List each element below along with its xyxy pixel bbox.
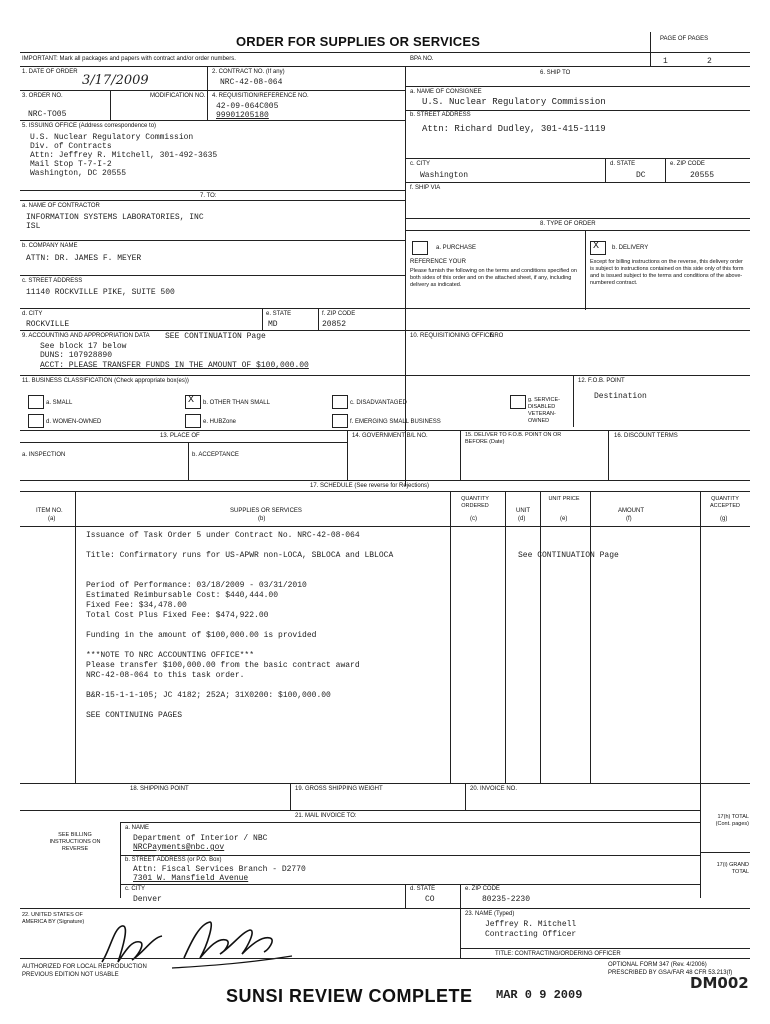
bpa-label: BPA NO. xyxy=(410,56,434,62)
requisitioning-office-label: 10. REQUISITIONING OFFICE xyxy=(410,333,494,339)
order-no-label: 3. ORDER NO. xyxy=(22,93,63,99)
schedule-line: Period of Performance: 03/18/2009 - 03/31/2010 xyxy=(86,581,307,590)
ship-city-label: c. CITY xyxy=(410,161,431,167)
see-continuation-text: See CONTINUATION Page xyxy=(518,551,619,560)
discount-terms-label: 16. DISCOUNT TERMS xyxy=(614,433,678,439)
gross-weight-label: 19. GROSS SHIPPING WEIGHT xyxy=(295,786,383,792)
issuing-line-1: U.S. Nuclear Regulatory Commission xyxy=(30,133,194,142)
form-title: ORDER FOR SUPPLIES OR SERVICES xyxy=(236,34,481,49)
purchase-checkbox[interactable] xyxy=(412,241,428,255)
service-disabled-checkbox[interactable] xyxy=(510,395,526,409)
col-item-sub: (a) xyxy=(48,516,56,522)
col-amount-header: AMOUNT xyxy=(618,508,644,514)
hubzone-label: e. HUBZone xyxy=(203,419,237,425)
sunsi-stamp: SUNSI REVIEW COMPLETE xyxy=(226,986,473,1006)
delivery-label: b. DELIVERY xyxy=(612,245,649,251)
important-note: IMPORTANT: Mark all packages and papers with contract and/or order numbers. xyxy=(22,56,236,62)
grand-total-label: 17(i) GRAND TOTAL xyxy=(716,862,749,875)
company-name: ATTN: DR. JAMES F. MEYER xyxy=(26,254,142,263)
fob-label: 12. F.O.B. POINT xyxy=(578,378,625,384)
mail-city-label: c. CITY xyxy=(125,886,146,892)
women-owned-checkbox[interactable] xyxy=(28,414,44,428)
hubzone-checkbox[interactable] xyxy=(185,414,201,428)
inspection-label: a. INSPECTION xyxy=(22,452,66,458)
mail-invoice-label: 21. MAIL INVOICE TO: xyxy=(295,813,357,819)
mail-street-line-1: Attn: Fiscal Services Branch - D2770 xyxy=(133,865,306,874)
title-label: TITLE: CONTRACTING/ORDERING OFFICER xyxy=(495,951,621,957)
usa-label: 22. UNITED STATES OF AMERICA BY (Signature) xyxy=(22,912,85,925)
type-of-order-label: 8. TYPE OF ORDER xyxy=(540,221,596,227)
accounting-label: 9. ACCOUNTING AND APPROPRIATION DATA xyxy=(22,333,150,339)
other-than-small-check-mark: X xyxy=(188,395,195,406)
schedule-line: NRC-42-08-064 to this task order. xyxy=(86,671,245,680)
contractor-street-label: c. STREET ADDRESS xyxy=(22,278,83,284)
mail-zip-label: e. ZIP CODE xyxy=(465,886,500,892)
accounting-line-3: ACCT: PLEASE TRANSFER FUNDS IN THE AMOUNT OF $100,000.00 xyxy=(40,361,309,370)
prescribed-label: PRESCRIBED BY GSA/FAR 48 CFR 53.213(f) xyxy=(608,970,733,976)
contractor-state-label: e. STATE xyxy=(266,311,292,317)
mail-state: CO xyxy=(425,895,435,904)
accounting-value: SEE CONTINUATION Page xyxy=(165,332,266,341)
col-amount-sub: (f) xyxy=(626,516,632,522)
ship-zip-label: e. ZIP CODE xyxy=(670,161,705,167)
acceptance-label: b. ACCEPTANCE xyxy=(192,452,239,458)
schedule-line: B&R-15-1-1-105; JC 4182; 252A; 31X0200: $100,000.00 xyxy=(86,691,331,700)
ship-city: Washington xyxy=(420,171,469,180)
schedule-line: Funding in the amount of $100,000.00 is provided xyxy=(86,631,317,640)
typed-title: Contracting Officer xyxy=(485,930,577,939)
schedule-line xyxy=(86,681,450,691)
ship-zip: 20555 xyxy=(690,171,715,180)
col-accepted-sub: (g) xyxy=(720,516,728,522)
schedule-line xyxy=(86,571,450,581)
col-unit-header: UNIT xyxy=(516,508,530,514)
schedule-line: Total Cost Plus Fixed Fee: $474,922.00 xyxy=(86,611,269,620)
order-number: NRC-TO05 xyxy=(28,110,67,119)
form-code-stamp: DM002 xyxy=(690,974,749,992)
ship-state: DC xyxy=(636,171,646,180)
government-bl-label: 14. GOVERNMENT B/L NO. xyxy=(352,433,428,439)
business-class-label: 11. BUSINESS CLASSIFICATION (Check appropriate box(es)) xyxy=(22,378,189,384)
col-supplies-header: SUPPLIES OR SERVICES xyxy=(230,508,302,514)
place-of-label: 13. PLACE OF xyxy=(160,433,200,439)
order-date: 3/17/2009 xyxy=(82,73,149,88)
accounting-line-1: See block 17 below xyxy=(40,342,127,351)
issuing-line-3: Attn: Jeffrey R. Mitchell, 301-492-3635 xyxy=(30,151,218,160)
page-total: 2 xyxy=(707,57,712,66)
authorized-label: AUTHORIZED FOR LOCAL REPRODUCTION xyxy=(22,964,147,970)
mail-city: Denver xyxy=(133,895,162,904)
schedule-line: SEE CONTINUING PAGES xyxy=(86,711,183,720)
typed-name: Jeffrey R. Mitchell xyxy=(485,920,577,929)
ship-street-label: b. STREET ADDRESS xyxy=(410,112,471,118)
small-checkbox[interactable] xyxy=(28,395,44,409)
contractor-state: MD xyxy=(268,320,278,329)
shipping-point-label: 18. SHIPPING POINT xyxy=(130,786,189,792)
contract-number: NRC-42-08-064 xyxy=(220,78,283,87)
small-label: a. SMALL xyxy=(46,400,73,406)
col-price-sub: (e) xyxy=(560,516,568,522)
reference-label: REFERENCE YOUR xyxy=(410,259,466,265)
emerging-label: f. EMERGING SMALL BUSINESS xyxy=(350,419,441,425)
schedule-line xyxy=(86,621,450,631)
modification-label: MODIFICATION NO. xyxy=(150,93,206,99)
col-qty-sub: (c) xyxy=(470,516,477,522)
to-label: 7. TO: xyxy=(200,193,217,199)
invoice-no-label: 20. INVOICE NO. xyxy=(470,786,518,792)
issuing-label: 5. ISSUING OFFICE (Address correspondence to) xyxy=(22,123,157,129)
schedule-label: 17. SCHEDULE (See reverse for Rejections) xyxy=(310,483,430,489)
col-price-header: UNIT PRICE xyxy=(548,496,580,502)
optional-form-label: OPTIONAL FORM 347 (Rev. 4/2006) xyxy=(608,962,707,968)
issuing-line-5: Washington, DC 20555 xyxy=(30,169,127,178)
contractor-city-label: d. CITY xyxy=(22,311,43,317)
total-cont-label: 17(h) TOTAL (Cont. pages) xyxy=(715,814,749,827)
service-disabled-label: g. SERVICE-DISABLED VETERAN-OWNED xyxy=(528,397,560,424)
issuing-line-4: Mail Stop T-7-I-2 xyxy=(30,160,112,169)
consignee-label: a. NAME OF CONSIGNEE xyxy=(410,89,482,95)
col-qty-header: QUANTITY ORDERED xyxy=(461,496,489,509)
ship-state-label: d. STATE xyxy=(610,161,636,167)
contractor-city: ROCKVILLE xyxy=(26,320,70,329)
accounting-line-2: DUNS: 107928890 xyxy=(40,351,113,360)
name-typed-label: 23. NAME (Typed) xyxy=(465,911,515,917)
ship-street: Attn: Richard Dudley, 301-415-1119 xyxy=(422,124,606,134)
mail-name-label: a. NAME xyxy=(125,825,150,831)
purchase-label: a. PURCHASE xyxy=(436,245,477,251)
col-unit-sub: (d) xyxy=(518,516,526,522)
mail-name-line-1: Department of Interior / NBC xyxy=(133,834,268,843)
ship-via-label: f. SHIP VIA xyxy=(410,185,441,191)
schedule-line: Estimated Reimbursable Cost: $440,444.00 xyxy=(86,591,279,600)
fob-value: Destination xyxy=(594,392,647,401)
disadvantaged-label: c. DISADVANTAGED xyxy=(350,400,407,406)
requisition-value-2: 99901205180 xyxy=(216,111,269,120)
col-item-header: ITEM NO. xyxy=(36,508,63,514)
schedule-lines xyxy=(86,531,450,721)
date-label: 1. DATE OF ORDER xyxy=(22,69,78,75)
date-stamp: MAR 0 9 2009 xyxy=(496,988,583,1002)
requisition-value-1: 42-09-064C005 xyxy=(216,102,279,111)
delivery-check-mark: X xyxy=(593,241,600,252)
col-accepted-header: QUANTITY ACCEPTED xyxy=(710,496,740,509)
schedule-line xyxy=(86,541,450,551)
mail-street-line-2: 7301 W. Mansfield Avenue xyxy=(133,874,249,883)
mail-street-label: b. STREET ADDRESS (or P.O. Box) xyxy=(125,857,222,863)
delivery-note: Except for billing instructions on the reverse, this delivery order is subject to instructions contained on this side only of this form and is issued subject to the terms and conditions of the above-numbered contract. xyxy=(590,259,744,286)
previous-edition-label: PREVIOUS EDITION NOT USABLE xyxy=(22,972,119,978)
schedule-line: ***NOTE TO NRC ACCOUNTING OFFICE*** xyxy=(86,651,255,660)
deliver-by-label: 15. DELIVER TO F.O.B. POINT ON OR BEFORE (Date) xyxy=(465,432,562,445)
page-label: PAGE OF PAGES xyxy=(660,36,709,42)
schedule-line xyxy=(86,701,450,711)
requisition-label: 4. REQUISITION/REFERENCE NO. xyxy=(212,93,309,99)
mail-name-line-2: NRCPayments@nbc.gov xyxy=(133,843,225,852)
page-number: 1 xyxy=(663,57,668,66)
disadvantaged-checkbox[interactable] xyxy=(332,395,348,409)
contractor-street: 11140 ROCKVILLE PIKE, SUITE 500 xyxy=(26,288,175,297)
contractor-line-1: INFORMATION SYSTEMS LABORATORIES, INC xyxy=(26,213,204,222)
see-billing-label: SEE BILLING INSTRUCTIONS ON REVERSE xyxy=(49,832,101,852)
contractor-label: a. NAME OF CONTRACTOR xyxy=(22,203,100,209)
schedule-line: Please transfer $100,000.00 from the basic contract award xyxy=(86,661,360,670)
schedule-line xyxy=(86,641,450,651)
mail-state-label: d. STATE xyxy=(410,886,436,892)
ship-to-label: 6. SHIP TO xyxy=(540,70,571,76)
contractor-line-2: ISL xyxy=(26,222,41,231)
schedule-line: Title: Confirmatory runs for US-APWR non-LOCA, SBLOCA and LBLOCA xyxy=(86,551,394,560)
col-supplies-sub: (b) xyxy=(258,516,266,522)
consignee-name: U.S. Nuclear Regulatory Commission xyxy=(422,97,606,107)
other-than-small-label: b. OTHER THAN SMALL xyxy=(203,400,270,406)
schedule-line xyxy=(86,561,450,571)
schedule-line: Issuance of Task Order 5 under Contract No. NRC-42-08-064 xyxy=(86,531,360,540)
requisitioning-office: NRO xyxy=(490,333,504,339)
schedule-line: Fixed Fee: $34,478.00 xyxy=(86,601,187,610)
issuing-line-2: Div. of Contracts xyxy=(30,142,112,151)
women-owned-label: d. WOMEN-OWNED xyxy=(46,419,102,425)
mail-zip: 80235-2230 xyxy=(482,895,531,904)
company-label: b. COMPANY NAME xyxy=(22,243,78,249)
contract-label: 2. CONTRACT NO. (If any) xyxy=(212,69,285,75)
contractor-zip: 20852 xyxy=(322,320,347,329)
contractor-zip-label: f. ZIP CODE xyxy=(322,311,356,317)
purchase-note: Please furnish the following on the terms and conditions specified on both sides of this order and on the attached sheet, if any, including delivery as indicated. xyxy=(410,268,577,288)
